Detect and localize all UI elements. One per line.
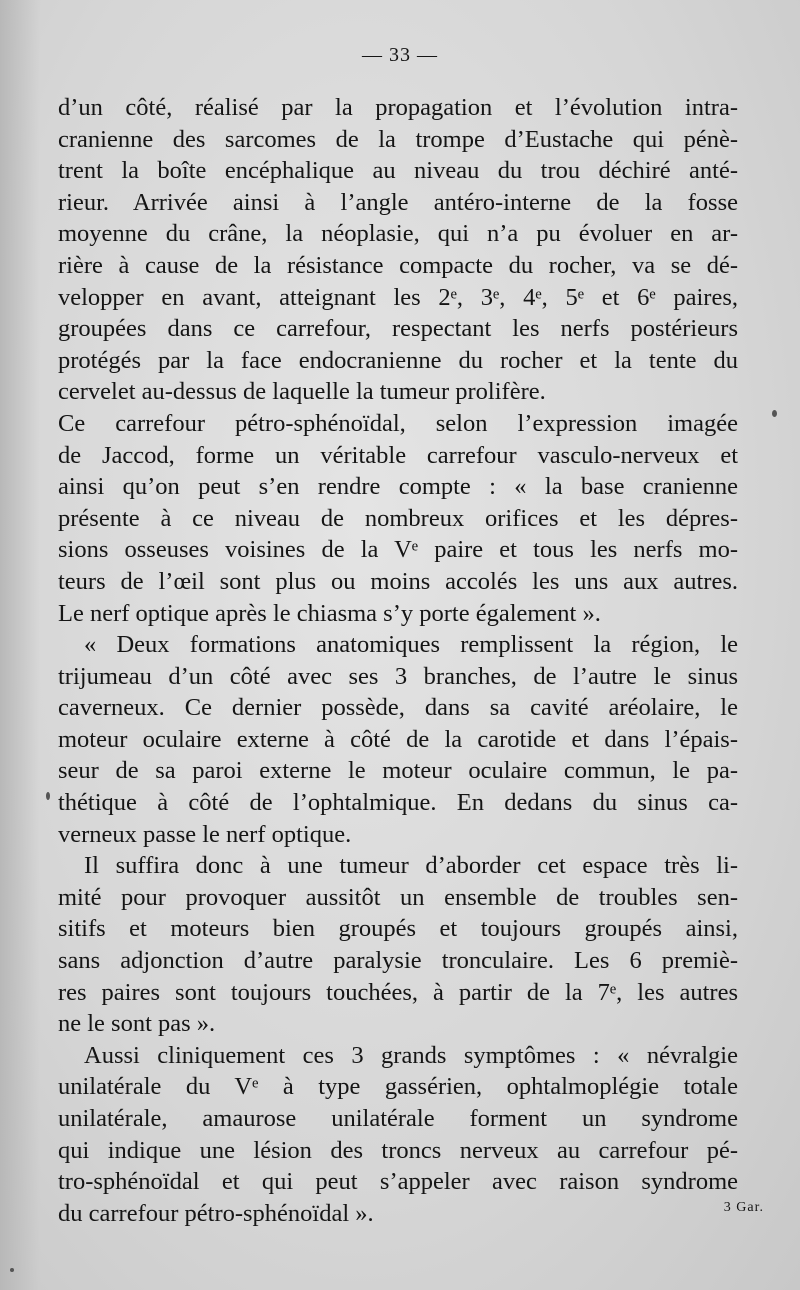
- text-line: « Deux formations anatomiques remplissent la région, le: [84, 631, 738, 659]
- text-line: caverneux. Ce dernier possède, dans sa cavité aréolaire, le: [58, 694, 738, 722]
- text-line: moyenne du crâne, la néoplasie, qui n’a pu évoluer en ar-: [58, 220, 738, 248]
- text-line: Ce carrefour pétro-sphénoïdal, selon l’expression imagée: [58, 409, 738, 437]
- text-line: seur de sa paroi externe le moteur oculaire commun, le pa-: [58, 757, 738, 785]
- text-line: Aussi cliniquement ces 3 grands symptômes : « névralgie: [84, 1041, 738, 1069]
- text-line: sions osseuses voisines de la Vᵉ paire et tous les nerfs mo-: [58, 536, 738, 564]
- printer-signature-mark: 3 Gar.: [723, 1200, 764, 1215]
- text-line: sans adjonction d’autre paralysie tronculaire. Les 6 premiè-: [58, 947, 738, 975]
- text-line: verneux passe le nerf optique.: [58, 820, 352, 848]
- text-line: res paires sont toujours touchées, à partir de la 7ᵉ, les autres: [58, 978, 738, 1006]
- body-text: [58, 92, 738, 1229]
- text-line: Le nerf optique après le chiasma s’y porte également ».: [58, 599, 601, 627]
- text-line: trent la boîte encéphalique au niveau du trou déchiré anté-: [58, 157, 738, 185]
- paper-speck: [10, 1268, 14, 1272]
- text-line: sitifs et moteurs bien groupés et toujours groupés ainsi,: [58, 915, 738, 943]
- text-line: de Jaccod, forme un véritable carrefour vasculo-nerveux et: [58, 441, 738, 469]
- text-line: Il suffira donc à une tumeur d’aborder cet espace très li-: [84, 852, 738, 880]
- text-line: velopper en avant, atteignant les 2ᵉ, 3ᵉ, 4ᵉ, 5ᵉ et 6ᵉ paires,: [58, 283, 738, 311]
- page-number: — 33 —: [362, 44, 438, 66]
- text-line: tro-sphénoïdal et qui peut s’appeler avec raison syndrome: [58, 1168, 738, 1196]
- text-line: rieur. Arrivée ainsi à l’angle antéro-interne de la fosse: [58, 188, 738, 216]
- text-line: mité pour provoquer aussitôt un ensemble de troubles sen-: [58, 883, 738, 911]
- text-line: unilatérale du Vᵉ à type gassérien, ophtalmoplégie totale: [58, 1073, 738, 1101]
- text-line: cervelet au-dessus de laquelle la tumeur prolifère.: [58, 378, 546, 406]
- text-line: unilatérale, amaurose unilatérale forment un syndrome: [58, 1105, 738, 1132]
- paper-speck: [46, 792, 50, 800]
- text-line: ne le sont pas ».: [58, 1010, 216, 1038]
- text-line: trijumeau d’un côté avec ses 3 branches, de l’autre le sinus: [58, 662, 738, 690]
- text-line: présente à ce niveau de nombreux orifices et les dépres-: [58, 504, 738, 532]
- text-line: teurs de l’œil sont plus ou moins accolés les uns aux autres.: [58, 567, 738, 595]
- paper-speck: [772, 410, 777, 417]
- text-line: du carrefour pétro-sphénoïdal ».: [58, 1199, 374, 1227]
- text-line: thétique à côté de l’ophtalmique. En dedans du sinus ca-: [58, 789, 738, 817]
- text-line: protégés par la face endocranienne du rocher et la tente du: [58, 346, 738, 374]
- text-line: rière à cause de la résistance compacte du rocher, va se dé-: [58, 251, 738, 279]
- text-line: groupées dans ce carrefour, respectant les nerfs postérieurs: [58, 315, 738, 343]
- page-gutter-shadow: [0, 0, 40, 1290]
- text-line: cranienne des sarcomes de la trompe d’Eustache qui pénè-: [58, 125, 738, 153]
- text-line: d’un côté, réalisé par la propagation et l’évolution intra-: [58, 94, 738, 121]
- text-line: ainsi qu’on peut s’en rendre compte : « la base cranienne: [58, 473, 738, 501]
- text-line: moteur oculaire externe à côté de la carotide et dans l’épais-: [58, 725, 738, 753]
- text-line: qui indique une lésion des troncs nerveux au carrefour pé-: [58, 1136, 738, 1164]
